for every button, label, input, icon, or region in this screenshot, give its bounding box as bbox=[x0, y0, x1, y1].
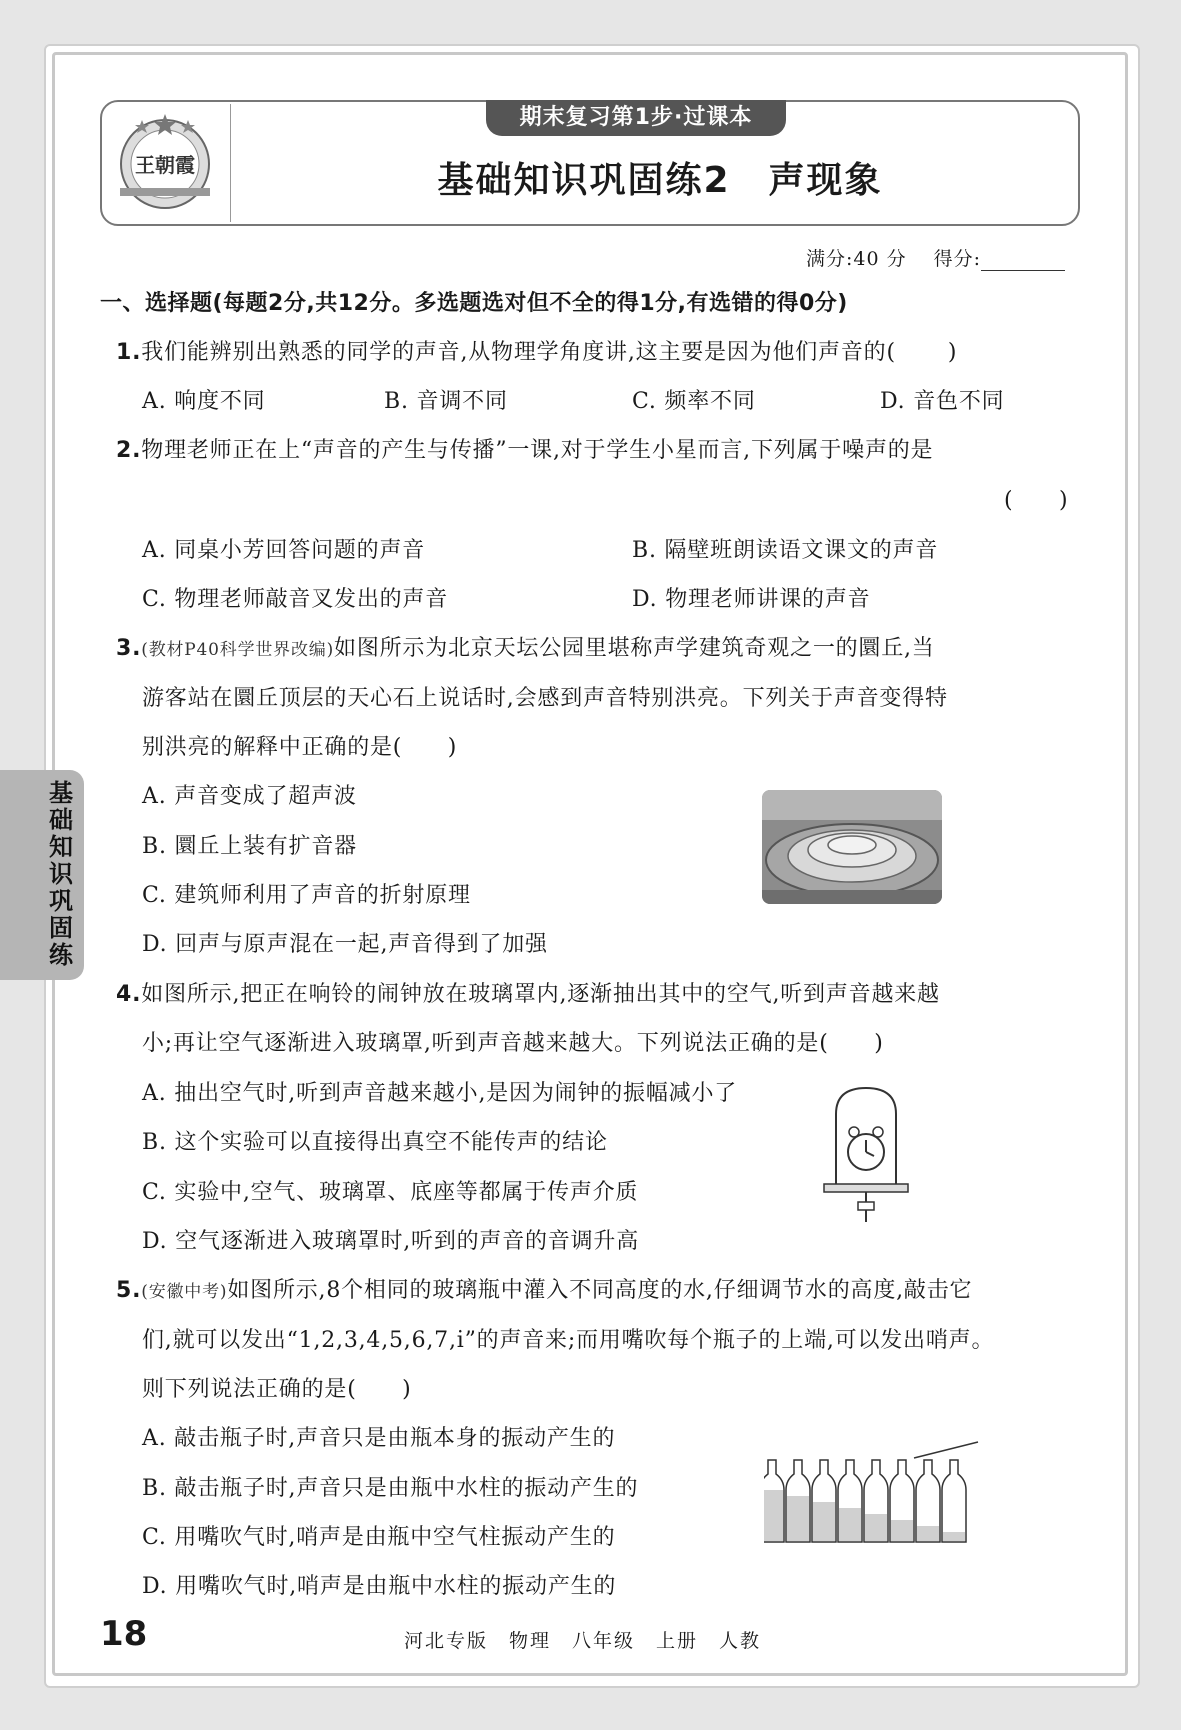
option-a: A. 响度不同 bbox=[142, 389, 266, 414]
option-d: D. 用嘴吹气时,哨声是由瓶中水柱的振动产生的 bbox=[142, 1574, 617, 1599]
option-b: B. 圜丘上装有扩音器 bbox=[142, 834, 357, 859]
question-2 bbox=[116, 436, 933, 466]
question-1 bbox=[116, 338, 957, 368]
question-number: 3. bbox=[116, 636, 142, 661]
option-c: C. 实验中,空气、玻璃罩、底座等都属于传声介质 bbox=[142, 1180, 639, 1205]
question-source: (安徽中考) bbox=[141, 1282, 228, 1302]
option-a: A. 敲击瓶子时,声音只是由瓶本身的振动产生的 bbox=[142, 1426, 616, 1451]
answer-blank[interactable]: ( ) bbox=[1004, 488, 1069, 513]
question-text: 则下列说法正确的是( ) bbox=[142, 1377, 412, 1402]
full-score: 满分:40 分 bbox=[806, 248, 907, 270]
option-d: D. 物理老师讲课的声音 bbox=[632, 587, 871, 612]
option-a: A. 同桌小芳回答问题的声音 bbox=[142, 538, 426, 563]
option-b: B. 隔壁班朗读语文课文的声音 bbox=[632, 538, 939, 563]
footer-info: 河北专版 物理 八年级 上册 人教 bbox=[404, 1630, 762, 1652]
question-source: (教材P40科学世界改编) bbox=[141, 640, 335, 660]
score-blank[interactable] bbox=[981, 252, 1065, 271]
question-text: 我们能辨别出熟悉的同学的声音,从物理学角度讲,这主要是因为他们声音的( bbox=[141, 340, 896, 365]
series-banner: 期末复习第1步·过课本 bbox=[486, 100, 786, 136]
publisher-logo bbox=[112, 108, 218, 214]
question-number: 4. bbox=[116, 982, 142, 1007]
option-c: C. 用嘴吹气时,哨声是由瓶中空气柱振动产生的 bbox=[142, 1525, 616, 1550]
question-text: 如图所示,8个相同的玻璃瓶中灌入不同高度的水,仔细调节水的高度,敲击它 bbox=[227, 1278, 973, 1303]
question-text: 如图所示为北京天坛公园里堪称声学建筑奇观之一的圜丘,当 bbox=[334, 636, 935, 661]
option-d: D. 音色不同 bbox=[880, 389, 1005, 414]
option-d: D. 回声与原声混在一起,声音得到了加强 bbox=[142, 932, 548, 957]
svg-text:王朝霞: 王朝霞 bbox=[135, 153, 195, 177]
option-c: C. 建筑师利用了声音的折射原理 bbox=[142, 883, 471, 908]
option-b: B. 这个实验可以直接得出真空不能传声的结论 bbox=[142, 1130, 608, 1155]
option-b: B. 音调不同 bbox=[384, 389, 508, 414]
question-text: 们,就可以发出“1,2,3,4,5,6,7,i̇”的声音来;而用嘴吹每个瓶子的上端,可以发出哨声。 bbox=[142, 1328, 995, 1353]
bottles-diagram bbox=[764, 1440, 984, 1548]
option-b: B. 敲击瓶子时,声音只是由瓶中水柱的振动产生的 bbox=[142, 1476, 639, 1501]
option-c: C. 频率不同 bbox=[632, 389, 756, 414]
question-number: 2. bbox=[116, 438, 142, 463]
question-text: 游客站在圜丘顶层的天心石上说话时,会感到声音特别洪亮。下列关于声音变得特 bbox=[142, 686, 948, 711]
option-c: C. 物理老师敲音叉发出的声音 bbox=[142, 587, 449, 612]
question-text: 物理老师正在上“声音的产生与传播”一课,对于学生小星而言,下列属于噪声的是 bbox=[141, 438, 934, 463]
question-3 bbox=[116, 634, 935, 665]
question-text: 别洪亮的解释中正确的是( ) bbox=[142, 735, 458, 760]
option-a: A. 声音变成了超声波 bbox=[142, 784, 357, 809]
paren-close: ) bbox=[947, 340, 958, 365]
section-heading: 一、选择题(每题2分,共12分。多选题选对但不全的得1分,有选错的得0分) bbox=[100, 291, 848, 316]
bell-jar-diagram bbox=[818, 1084, 914, 1224]
question-5 bbox=[116, 1276, 972, 1307]
score-label: 得分: bbox=[933, 248, 982, 270]
option-d: D. 空气逐渐进入玻璃罩时,听到的声音的音调升高 bbox=[142, 1229, 640, 1254]
side-tab-label: 基础知识巩固练 bbox=[49, 779, 73, 969]
question-number: 1. bbox=[116, 340, 142, 365]
question-number: 5. bbox=[116, 1278, 142, 1303]
logo-divider bbox=[230, 104, 231, 222]
page-number: 18 bbox=[100, 1614, 148, 1654]
score-line bbox=[806, 244, 1065, 271]
question-text: 小;再让空气逐渐进入玻璃罩,听到声音越来越大。下列说法正确的是( ) bbox=[142, 1031, 884, 1056]
question-4 bbox=[116, 980, 940, 1010]
temple-photo bbox=[762, 790, 942, 904]
option-a: A. 抽出空气时,听到声音越来越小,是因为闹钟的振幅减小了 bbox=[142, 1081, 738, 1106]
question-text: 如图所示,把正在响铃的闹钟放在玻璃罩内,逐渐抽出其中的空气,听到声音越来越 bbox=[141, 982, 940, 1007]
page-title: 基础知识巩固练2 声现象 bbox=[437, 160, 883, 201]
